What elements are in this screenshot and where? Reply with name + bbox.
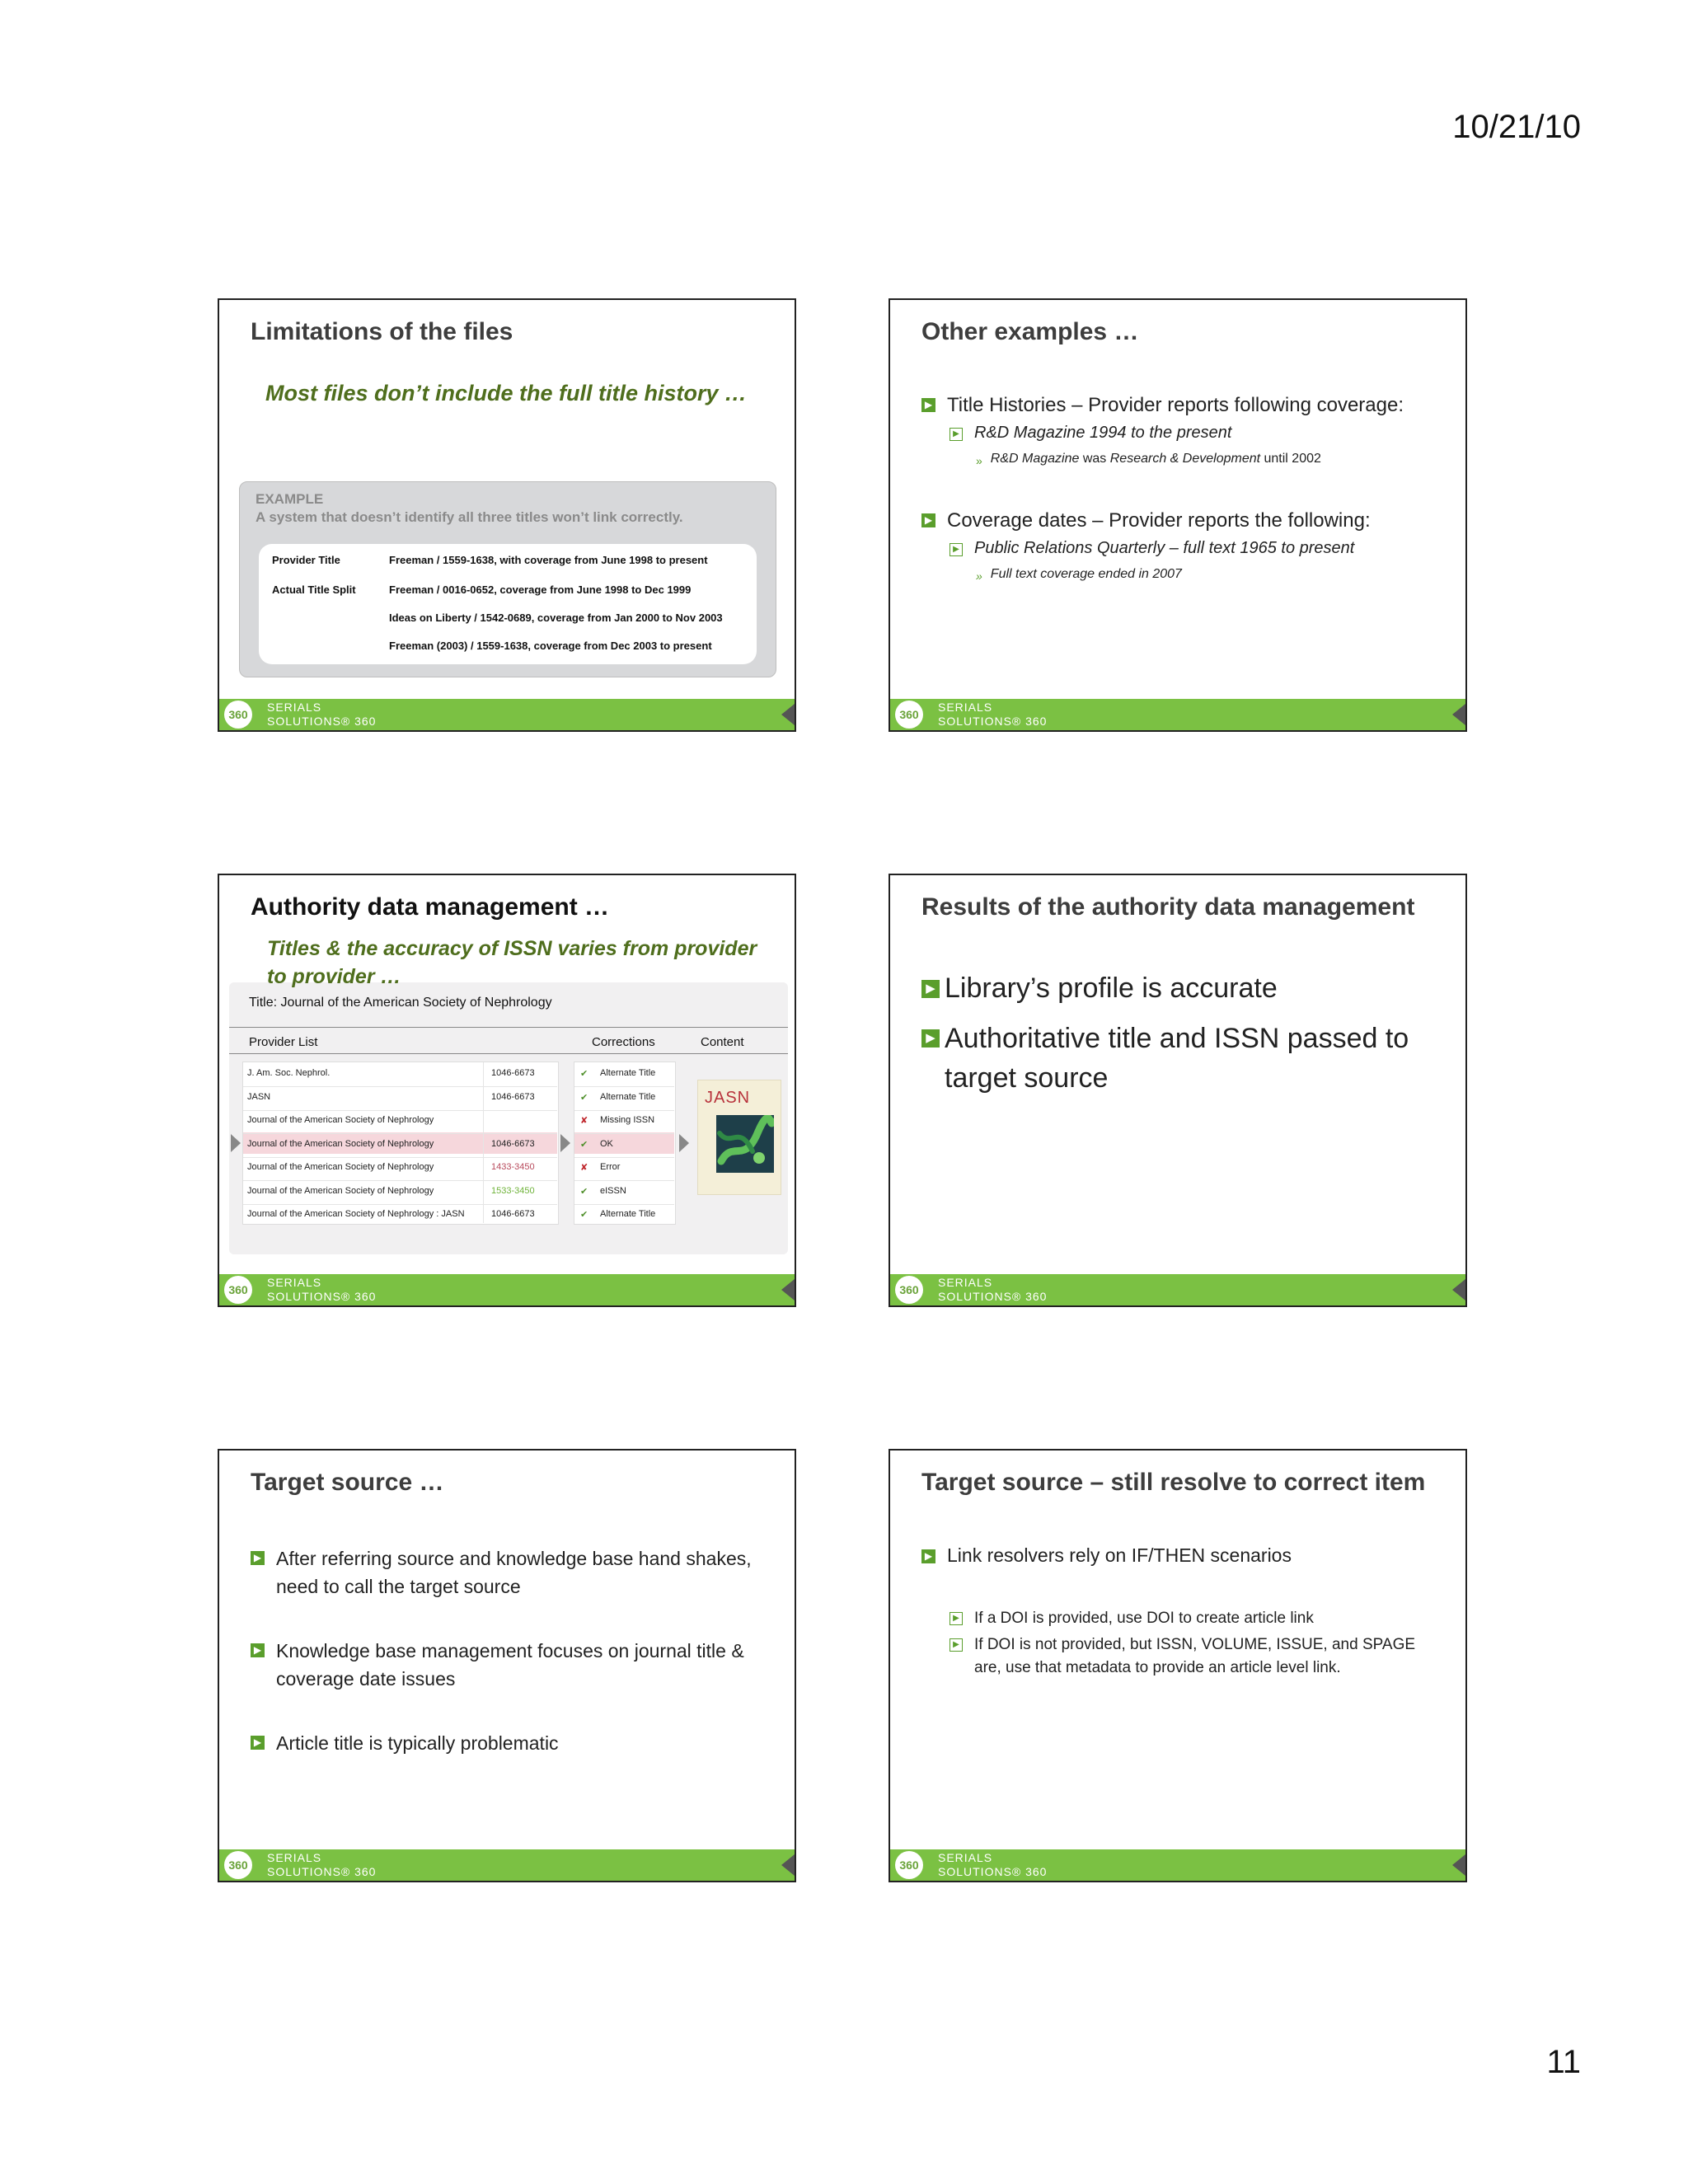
page-date: 10/21/10 <box>1452 109 1581 145</box>
logo-text: SOLUTIONS® 360 <box>267 1865 377 1878</box>
logo-360-icon: 360 <box>895 701 923 729</box>
divider <box>229 1053 788 1054</box>
bullet-arrow-icon: ▶ <box>921 513 935 527</box>
correction-status-cell: Alternate Title <box>600 1091 656 1102</box>
correction-status-cell: eISSN <box>600 1185 626 1196</box>
bullet-arrow-icon: ▶ <box>950 543 963 556</box>
logo-text: SERIALS <box>267 701 322 714</box>
row-divider <box>243 1110 557 1111</box>
footer-tab-icon <box>1452 704 1465 725</box>
provider-name-cell: J. Am. Soc. Nephrol. <box>247 1068 331 1078</box>
row-pointer-icon <box>231 1134 241 1152</box>
cross-icon: ✘ <box>580 1116 588 1126</box>
check-icon: ✔ <box>580 1210 588 1220</box>
logo-text: SERIALS <box>267 1851 322 1864</box>
row-divider <box>574 1204 674 1205</box>
check-icon: ✔ <box>580 1069 588 1079</box>
sub-sub-bullet-item: » R&D Magazine was Research & Development until 2002 <box>976 452 1321 467</box>
slide-title: Target source – still resolve to correct item <box>921 1469 1426 1496</box>
sub-bullet-item: ▶ R&D Magazine 1994 to the present <box>950 424 1231 443</box>
provider-name-cell: Journal of the American Society of Nephrology <box>247 1115 434 1125</box>
slide-footer <box>219 1849 795 1881</box>
sub-bullet-item: ▶ Public Relations Quarterly – full text 1965 to present <box>950 539 1354 558</box>
check-icon: ✔ <box>580 1092 588 1103</box>
row-divider <box>574 1180 674 1181</box>
bullet-arrow-icon: ▶ <box>950 1638 963 1652</box>
row-divider <box>574 1157 674 1158</box>
logo-text: SOLUTIONS® 360 <box>938 1865 1048 1878</box>
bullet-arrow-icon: ▶ <box>921 398 935 412</box>
slide-title: Results of the authority data management <box>921 893 1415 921</box>
row-divider <box>243 1204 557 1205</box>
row-divider <box>574 1110 674 1111</box>
bullet-item: ▶ Article title is typically problematic <box>251 1729 762 1757</box>
column-header: Content <box>701 1035 744 1049</box>
issn-cell: 1046-6673 <box>491 1138 535 1149</box>
example-row-value: Ideas on Liberty / 1542-0689, coverage from Jan 2000 to Nov 2003 <box>389 612 723 624</box>
logo-text: SERIALS <box>938 701 993 714</box>
issn-cell: 1046-6673 <box>491 1068 535 1078</box>
bullet-arrow-icon: ▶ <box>251 1551 265 1565</box>
sub-sub-bullet-item: » Full text coverage ended in 2007 <box>976 567 1182 583</box>
issn-cell: 1046-6673 <box>491 1091 535 1102</box>
example-row-value: Freeman / 1559-1638, with coverage from June 1998 to present <box>389 554 708 566</box>
row-pointer-icon <box>560 1134 570 1152</box>
footer-tab-icon <box>781 1279 795 1301</box>
slide-authority-data <box>218 874 796 1307</box>
logo-360-icon: 360 <box>895 1851 923 1879</box>
provider-name-cell: Journal of the American Society of Nephrology <box>247 1138 434 1149</box>
logo-360-icon: 360 <box>224 1851 252 1879</box>
example-row-label: Actual Title Split <box>272 583 356 596</box>
bullet-arrow-icon: ▶ <box>950 428 963 441</box>
bullet-item: ▶ Coverage dates – Provider reports the following: <box>921 509 1371 532</box>
slide-footer <box>219 1274 795 1305</box>
slide-subtitle: Titles & the accuracy of ISSN varies from provider to provider … <box>267 937 757 988</box>
example-row-label: Provider Title <box>272 554 340 566</box>
logo-360-icon: 360 <box>895 1276 923 1304</box>
bullet-item: ▶ Link resolvers rely on IF/THEN scenarios <box>921 1544 1432 1567</box>
example-row-value: Freeman (2003) / 1559-1638, coverage from Dec 2003 to present <box>389 640 712 652</box>
slide-title: Limitations of the files <box>251 318 513 345</box>
divider <box>229 1027 788 1028</box>
column-header: Corrections <box>592 1035 655 1049</box>
row-divider <box>243 1157 557 1158</box>
bullet-arrow-icon: ▶ <box>921 980 940 998</box>
correction-status-cell: Error <box>600 1162 621 1172</box>
chevron-right-icon: » <box>976 454 982 467</box>
slide-title: Target source … <box>251 1469 444 1496</box>
bullet-arrow-icon: ▶ <box>921 1549 935 1563</box>
row-divider <box>243 1086 557 1087</box>
slide-target-source <box>218 1449 796 1882</box>
example-description: A system that doesn’t identify all three titles won’t link correctly. <box>256 509 683 525</box>
bullet-arrow-icon: ▶ <box>251 1643 265 1657</box>
footer-tab-icon <box>1452 1279 1465 1301</box>
logo-text: SERIALS <box>267 1276 322 1289</box>
bullet-item: ▶ Library’s profile is accurate <box>921 972 1441 1005</box>
provider-name-cell: JASN <box>247 1091 271 1102</box>
issn-cell: 1533-3450 <box>491 1185 535 1196</box>
bullet-arrow-icon: ▶ <box>950 1612 963 1625</box>
selected-row-highlight <box>574 1132 674 1154</box>
journal-cover-image <box>697 1080 781 1195</box>
cover-art-icon <box>716 1115 774 1173</box>
slide-title: Authority data management … <box>251 893 610 921</box>
cover-title: JASN <box>705 1089 751 1107</box>
logo-text: SOLUTIONS® 360 <box>938 1290 1048 1303</box>
cross-icon: ✘ <box>580 1163 588 1173</box>
logo-360-icon: 360 <box>224 701 252 729</box>
logo-text: SERIALS <box>938 1276 993 1289</box>
logo-text: SOLUTIONS® 360 <box>267 715 377 728</box>
correction-status-cell: Alternate Title <box>600 1209 656 1219</box>
slide-footer <box>219 699 795 730</box>
example-label: EXAMPLE <box>256 491 324 507</box>
correction-status-cell: OK <box>600 1138 613 1149</box>
issn-cell: 1046-6673 <box>491 1209 535 1219</box>
logo-360-icon: 360 <box>224 1276 252 1304</box>
provider-name-cell: Journal of the American Society of Nephrology <box>247 1185 434 1196</box>
slide-footer <box>890 1274 1465 1305</box>
slide-title: Other examples … <box>921 318 1139 345</box>
logo-text: SERIALS <box>938 1851 993 1864</box>
chevron-right-icon: » <box>976 569 982 583</box>
slide-subtitle: Most files don’t include the full title history … <box>265 381 748 405</box>
slide-limitations <box>218 298 796 732</box>
check-icon: ✔ <box>580 1139 588 1150</box>
row-divider <box>574 1133 674 1134</box>
correction-status-cell: Missing ISSN <box>600 1115 655 1125</box>
bullet-item: ▶ Title Histories – Provider reports following coverage: <box>921 394 1404 417</box>
slide-footer <box>890 1849 1465 1881</box>
issn-cell: 1433-3450 <box>491 1162 535 1172</box>
panel-title: Title: Journal of the American Society of Nephrology <box>249 996 552 1010</box>
row-divider <box>243 1180 557 1181</box>
column-header: Provider List <box>249 1035 318 1049</box>
bullet-arrow-icon: ▶ <box>921 1029 940 1047</box>
footer-tab-icon <box>1452 1854 1465 1876</box>
logo-text: SOLUTIONS® 360 <box>938 715 1048 728</box>
bullet-item: ▶ After referring source and knowledge base hand shakes, need to call the target source <box>251 1544 762 1601</box>
row-divider <box>574 1086 674 1087</box>
row-pointer-icon <box>679 1134 689 1152</box>
footer-tab-icon <box>781 704 795 725</box>
correction-status-cell: Alternate Title <box>600 1068 656 1078</box>
sub-bullet-item: ▶ If a DOI is provided, use DOI to create article link <box>950 1607 1436 1630</box>
page-number: 11 <box>1546 2044 1581 2080</box>
sub-bullet-item: ▶ If DOI is not provided, but ISSN, VOLUME, ISSUE, and SPAGE are, use that metadata to provide an article level link. <box>950 1633 1436 1680</box>
check-icon: ✔ <box>580 1186 588 1197</box>
provider-name-cell: Journal of the American Society of Nephrology <box>247 1162 434 1172</box>
logo-text: SOLUTIONS® 360 <box>267 1290 377 1303</box>
footer-tab-icon <box>781 1854 795 1876</box>
slide-other-examples <box>889 298 1467 732</box>
slide-footer <box>890 699 1465 730</box>
bullet-item: ▶ Authoritative title and ISSN passed to target source <box>921 1019 1449 1098</box>
slide-results <box>889 874 1467 1307</box>
example-row-value: Freeman / 0016-0652, coverage from June 1998 to Dec 1999 <box>389 583 692 596</box>
provider-name-cell: Journal of the American Society of Nephrology : JASN <box>247 1209 465 1219</box>
column-divider <box>483 1062 484 1223</box>
bullet-arrow-icon: ▶ <box>251 1736 265 1750</box>
row-divider <box>243 1133 557 1134</box>
slide-resolve-item <box>889 1449 1467 1882</box>
bullet-item: ▶ Knowledge base management focuses on journal title & coverage date issues <box>251 1637 762 1693</box>
